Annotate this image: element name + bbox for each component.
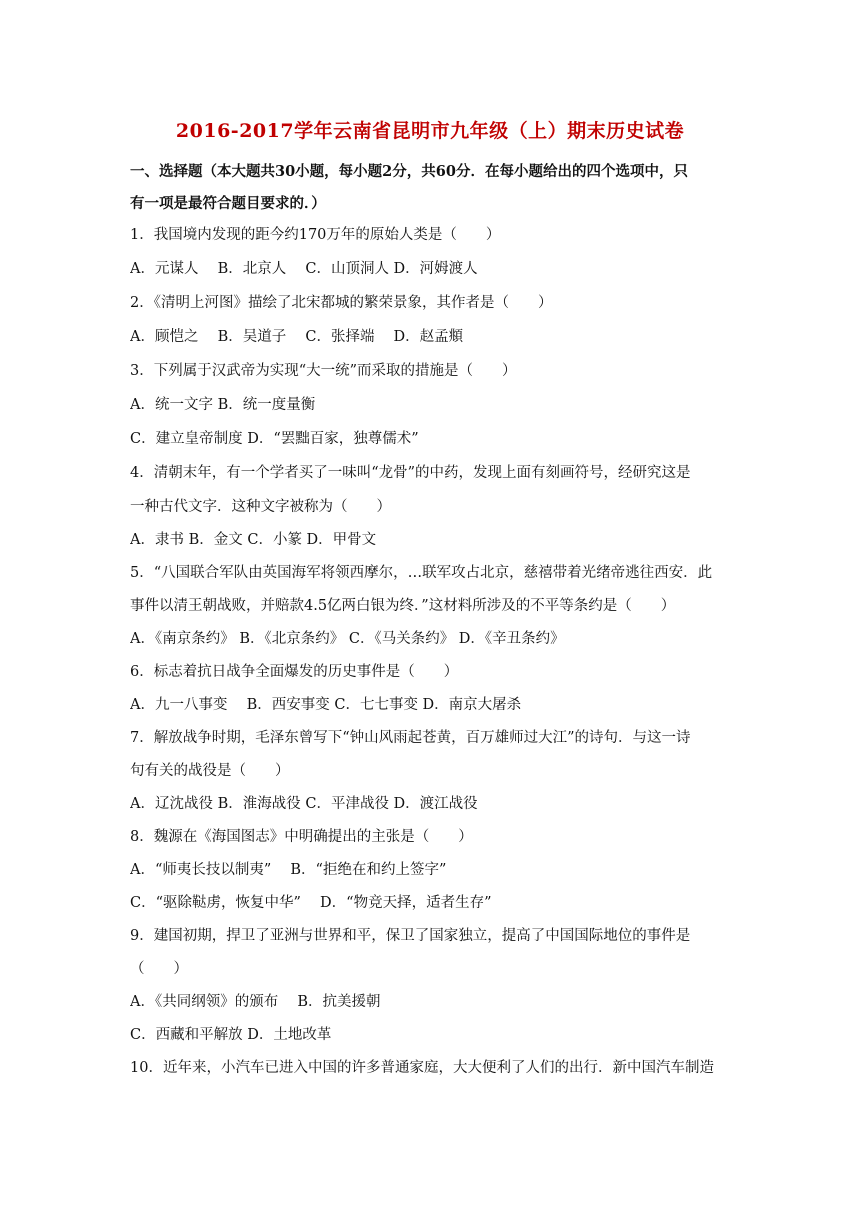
question-9-options-row-2: C．西藏和平解放 D．土地改革: [130, 1027, 332, 1043]
question-8-stem: 8．魏源在《海国图志》中明确提出的主张是（ ）: [130, 829, 473, 845]
question-6-options: A．九一八事变 B．西安事变 C．七七事变 D．南京大屠杀: [130, 697, 522, 713]
section-heading: [130, 156, 742, 220]
question-list: [130, 218, 742, 1085]
question-9-stem-line-1: 9．建国初期，捍卫了亚洲与世界和平，保卫了国家独立，提高了中国国际地位的事件是: [130, 928, 691, 944]
question-3-stem: 3．下列属于汉武帝为实现“大一统”而采取的措施是（ ）: [130, 363, 517, 379]
section-heading-line-2: 有一项是最符合题目要求的．）: [130, 195, 326, 212]
question-9-stem-line-2: （ ）: [130, 961, 188, 977]
question-5-options: A．《南京条约》 B．《北京条约》 C．《马关条约》 D．《辛丑条约》: [130, 631, 565, 647]
question-5-stem-line-2: 事件以清王朝战败，并赔款4.5亿两白银为终．”这材料所涉及的不平等条约是（ ）: [130, 598, 676, 614]
question-7-stem-line-2: 句有关的战役是（ ）: [130, 763, 290, 779]
question-2-options: A．顾恺之 B．吴道子 C．张择端 D．赵孟頫: [130, 329, 464, 345]
question-7-stem-line-1: 7．解放战争时期，毛泽东曾写下“钟山风雨起苍黄，百万雄师过大江”的诗句．与这一诗: [130, 730, 691, 746]
question-1-stem: 1．我国境内发现的距今约170万年的原始人类是（ ）: [130, 227, 501, 243]
question-8-options-row-2: C．“驱除鞑虏，恢复中华” D．“物竞天择，适者生存”: [130, 895, 492, 911]
question-1-options: A．元谋人 B．北京人 C．山顶洞人 D．河姆渡人: [130, 261, 478, 277]
question-2-stem: 2．《清明上河图》描绘了北宋都城的繁荣景象，其作者是（ ）: [130, 295, 553, 311]
question-9-options-row-1: A．《共同纲领》的颁布 B．抗美援朝: [130, 994, 381, 1010]
question-4-stem-line-1: 4．清朝末年，有一个学者买了一味叫“龙骨”的中药，发现上面有刻画符号，经研究这是: [130, 465, 691, 481]
exam-title: 2016-2017学年云南省昆明市九年级（上）期末历史试卷: [175, 120, 685, 142]
question-8-options-row-1: A．“师夷长技以制夷” B．“拒绝在和约上签字”: [130, 862, 447, 878]
question-10-stem-line-1: 10．近年来，小汽车已进入中国的许多普通家庭，大大便利了人们的出行．新中国汽车制造: [130, 1060, 714, 1076]
question-6-stem: 6．标志着抗日战争全面爆发的历史事件是（ ）: [130, 664, 459, 680]
question-3-options-row-2: C．建立皇帝制度 D．“罢黜百家，独尊儒术”: [130, 431, 419, 447]
section-heading-line-1: 一、选择题（本大题共30小题，每小题2分，共60分．在每小题给出的四个选项中，只: [130, 163, 688, 180]
question-3-options-row-1: A．统一文字 B．统一度量衡: [130, 397, 316, 413]
question-5-stem-line-1: 5．“八国联合军队由英国海军将领西摩尔，…联军攻占北京，慈禧带着光绪帝逃往西安．此: [130, 565, 713, 581]
question-4-stem-line-2: 一种古代文字．这种文字被称为（ ）: [130, 499, 391, 515]
question-4-options: A．隶书 B．金文 C．小篆 D．甲骨文: [130, 532, 377, 548]
question-7-options: A．辽沈战役 B．淮海战役 C．平津战役 D．渡江战役: [130, 796, 478, 812]
